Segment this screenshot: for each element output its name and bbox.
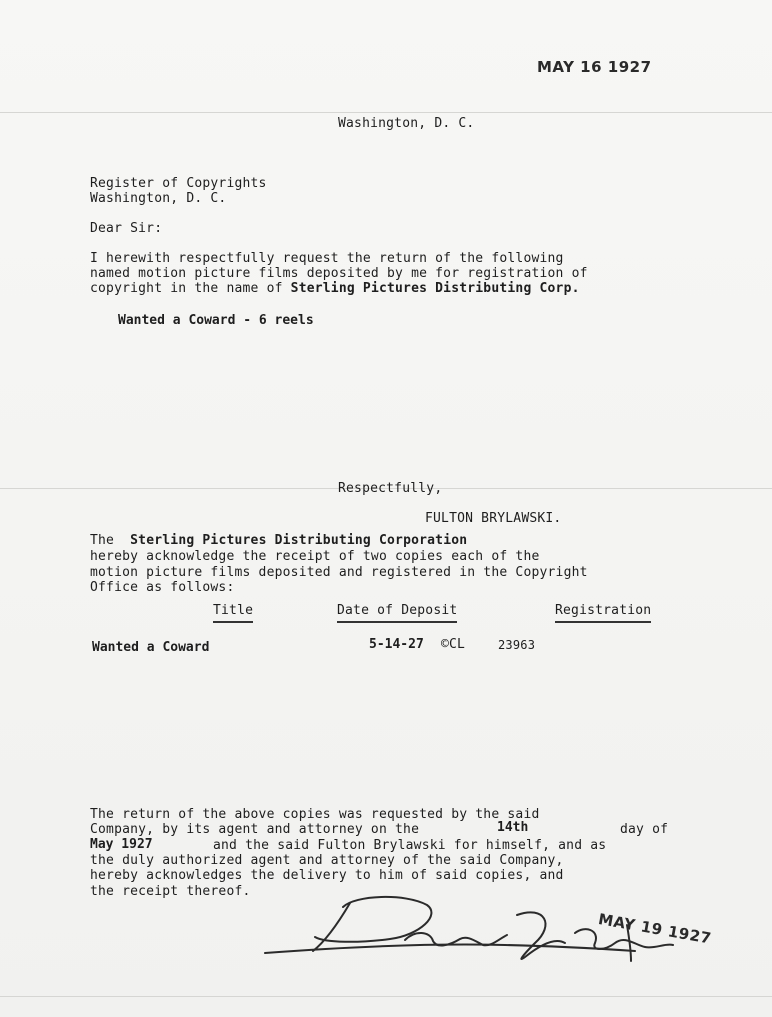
film-line: Wanted a Coward - 6 reels [118, 313, 314, 328]
addressee-line-2: Washington, D. C. [90, 191, 227, 206]
body-line-2: named motion picture films deposited by me for registration of [90, 266, 588, 281]
ack-line-1 [90, 533, 467, 549]
return-line-2: Company, by its agent and attorney on the [90, 822, 420, 837]
addressee-line-1: Register of Copyrights [90, 176, 267, 191]
closing: Respectfully, [338, 481, 443, 496]
return-line-1: The return of the above copies was requested by the said [90, 807, 540, 822]
delivered-date-stamp: MAY 19 1927 [596, 910, 713, 948]
letter-place: Washington, D. C. [338, 116, 475, 131]
company-name: Sterling Pictures Distributing Corp. [290, 281, 580, 296]
return-line-3: and the said Fulton Brylawski for himself, and as [213, 838, 607, 853]
ack-line-4: Office as follows: [90, 580, 235, 595]
return-line-6: the receipt thereof. [90, 884, 251, 899]
header-date-text: Date of Deposit [337, 603, 457, 623]
row-date: 5-14-27 [369, 637, 424, 652]
fold-line [0, 996, 772, 997]
body-line-3 [90, 281, 580, 297]
ack-line-3: motion picture films deposited and registered in the Copyright [90, 565, 588, 580]
return-line-2-end: day of [620, 822, 669, 837]
body-line-1: I herewith respectfully request the return of the following [90, 251, 564, 266]
ack-company: Sterling Pictures Distributing Corporation [130, 533, 468, 548]
header-registration-text: Registration [555, 603, 651, 623]
row-number: 23963 [498, 638, 536, 652]
handwritten-signature [255, 885, 695, 985]
ack-prefix: The [90, 533, 115, 548]
return-day: 14th [497, 820, 529, 835]
header-registration [555, 603, 651, 623]
header-date [337, 603, 457, 623]
salutation: Dear Sir: [90, 221, 163, 236]
received-date-stamp: MAY 16 1927 [537, 58, 652, 76]
header-title-text: Title [213, 603, 253, 623]
ack-line-2: hereby acknowledge the receipt of two copies each of the [90, 549, 540, 564]
return-line-4: the duly authorized agent and attorney of the said Company, [90, 853, 564, 868]
row-class: ©CL [441, 637, 466, 652]
body-line-3-text: copyright in the name of [90, 281, 283, 296]
fold-line [0, 112, 772, 113]
signer-name: FULTON BRYLAWSKI. [425, 511, 562, 526]
return-month-year: May 1927 [90, 837, 153, 852]
row-title: Wanted a Coward [92, 640, 210, 655]
header-title [213, 603, 253, 623]
return-line-5: hereby acknowledges the delivery to him of said copies, and [90, 868, 564, 883]
